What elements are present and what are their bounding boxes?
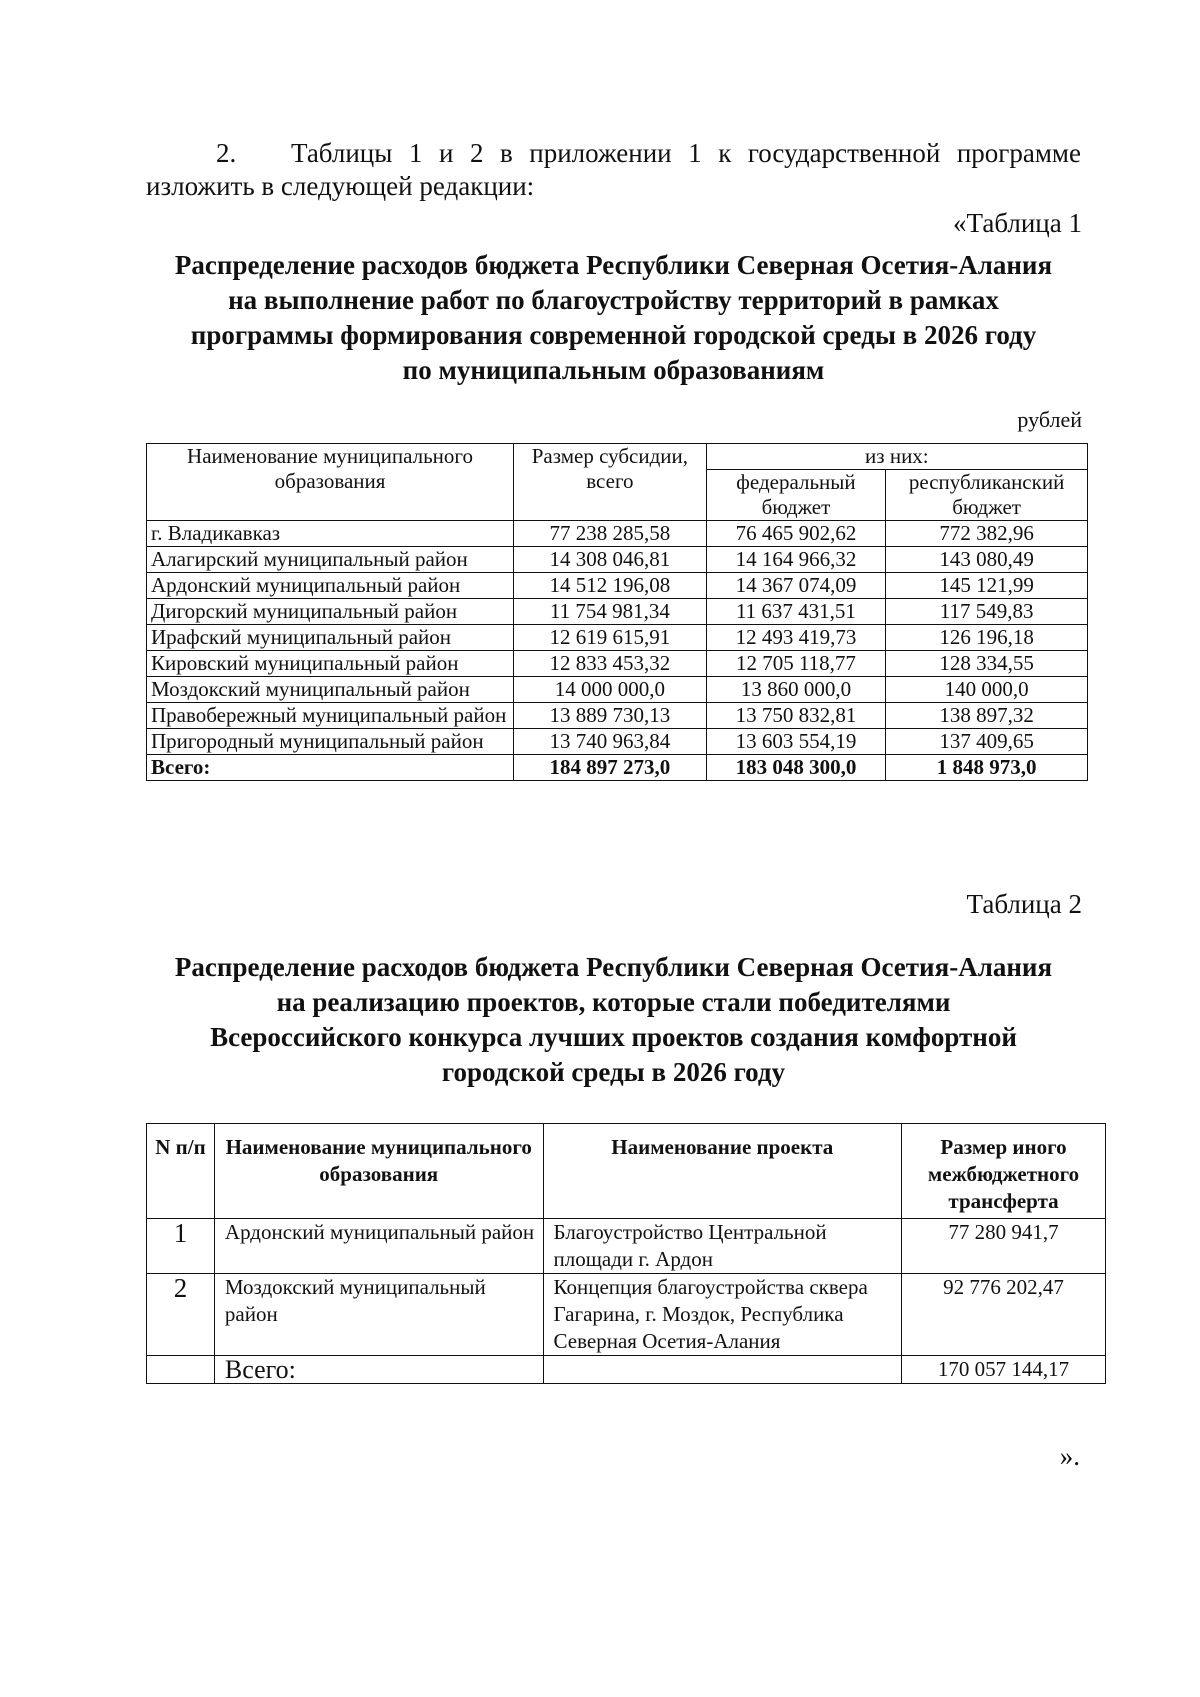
row-name: Пригородный муниципальный район (147, 729, 514, 755)
table-row (147, 625, 1088, 651)
closing-quote: ». (1059, 1441, 1080, 1471)
row-number: 1 (147, 1219, 215, 1274)
table1-header-of-which: из них: (706, 444, 1087, 470)
table1-heading-line: по муниципальным образованиям (402, 355, 825, 385)
table1-header-republic: республиканский бюджет (886, 470, 1088, 521)
total-empty-cell (147, 1356, 215, 1384)
row-name: г. Владикавказ (147, 521, 514, 547)
table1-units: рублей (1017, 407, 1082, 432)
intro-text: Таблицы 1 и 2 в приложении 1 к государственной программе изложить в следующей редакции: (146, 138, 1081, 201)
row-republic: 117 549,83 (886, 599, 1088, 625)
total-label: Всего: (147, 755, 514, 781)
intro-paragraph (146, 137, 1081, 203)
table-row (147, 599, 1088, 625)
row-republic: 138 897,32 (886, 703, 1088, 729)
row-federal: 11 637 431,51 (706, 599, 885, 625)
row-name: Правобережный муниципальный район (147, 703, 514, 729)
table1-header-name: Наименование муниципального образования (147, 444, 514, 521)
row-federal: 76 465 902,62 (706, 521, 885, 547)
table2-heading-line: городской среды в 2026 году (441, 1057, 786, 1087)
table2-heading-line: Распределение расходов бюджета Республики Северная Осетия-Алания (174, 952, 1053, 982)
table-row (147, 677, 1088, 703)
row-transfer: 92 776 202,47 (902, 1274, 1106, 1356)
row-subsidy: 14 000 000,0 (514, 677, 707, 703)
row-republic: 145 121,99 (886, 573, 1088, 599)
table2 (146, 1123, 1106, 1384)
row-republic: 126 196,18 (886, 625, 1088, 651)
row-subsidy: 13 740 963,84 (514, 729, 707, 755)
row-project: Благоустройство Центральной площади г. Ардон (543, 1219, 902, 1274)
row-federal: 14 164 966,32 (706, 547, 885, 573)
table-row (147, 1219, 1106, 1274)
table2-heading (146, 950, 1081, 1090)
intro-number: 2. (216, 138, 237, 168)
row-republic: 772 382,96 (886, 521, 1088, 547)
total-subsidy: 184 897 273,0 (514, 755, 707, 781)
table-row (147, 651, 1088, 677)
table1-heading-line: программы формирования современной городской среды в 2026 году (190, 320, 1037, 350)
total-label: Всего: (214, 1356, 543, 1384)
table-row (147, 1274, 1106, 1356)
table2-label: Таблица 2 (966, 889, 1082, 919)
total-republic: 1 848 973,0 (886, 755, 1088, 781)
total-empty-cell (543, 1356, 902, 1384)
table-row (147, 547, 1088, 573)
row-subsidy: 11 754 981,34 (514, 599, 707, 625)
row-republic: 143 080,49 (886, 547, 1088, 573)
table1-heading-line: на выполнение работ по благоустройству территорий в рамках (228, 285, 999, 315)
table1-heading (146, 248, 1081, 388)
row-federal: 13 750 832,81 (706, 703, 885, 729)
row-municipality: Ардонский муниципальный район (214, 1219, 543, 1274)
table2-total-row (147, 1356, 1106, 1384)
row-number: 2 (147, 1274, 215, 1356)
row-name: Ирафский муниципальный район (147, 625, 514, 651)
row-name: Алагирский муниципальный район (147, 547, 514, 573)
row-subsidy: 14 512 196,08 (514, 573, 707, 599)
row-republic: 128 334,55 (886, 651, 1088, 677)
row-subsidy: 77 238 285,58 (514, 521, 707, 547)
table2-header-transfer: Размер иного межбюджетного трансферта (902, 1124, 1106, 1219)
row-project: Концепция благоустройства сквера Гагарина, г. Моздок, Республика Северная Осетия-Алания (543, 1274, 902, 1356)
row-federal: 12 705 118,77 (706, 651, 885, 677)
row-federal: 14 367 074,09 (706, 573, 885, 599)
row-federal: 13 603 554,19 (706, 729, 885, 755)
table1-header-subsidy: Размер субсидии, всего (514, 444, 707, 521)
table1 (146, 443, 1088, 781)
table-row (147, 729, 1088, 755)
row-republic: 140 000,0 (886, 677, 1088, 703)
row-subsidy: 13 889 730,13 (514, 703, 707, 729)
total-federal: 183 048 300,0 (706, 755, 885, 781)
total-transfer: 170 057 144,17 (902, 1356, 1106, 1384)
table2-heading-line: на реализацию проектов, которые стали победителями (276, 987, 951, 1017)
table2-heading-line: Всероссийского конкурса лучших проектов создания комфортной (210, 1022, 1017, 1052)
row-name: Ардонский муниципальный район (147, 573, 514, 599)
table2-header-project: Наименование проекта (543, 1124, 902, 1219)
table1-total-row (147, 755, 1088, 781)
row-name: Моздокский муниципальный район (147, 677, 514, 703)
table-row (147, 521, 1088, 547)
table2-header-municipality: Наименование муниципального образования (214, 1124, 543, 1219)
row-subsidy: 12 619 615,91 (514, 625, 707, 651)
row-federal: 13 860 000,0 (706, 677, 885, 703)
table1-heading-line: Распределение расходов бюджета Республики Северная Осетия-Алания (174, 250, 1053, 280)
table-row (147, 573, 1088, 599)
table1-header-federal: федеральный бюджет (706, 470, 885, 521)
row-transfer: 77 280 941,7 (902, 1219, 1106, 1274)
row-subsidy: 12 833 453,32 (514, 651, 707, 677)
table2-header-num: N п/п (147, 1124, 215, 1219)
row-municipality: Моздокский муниципальный район (214, 1274, 543, 1356)
table-row (147, 703, 1088, 729)
table1-label: «Таблица 1 (953, 208, 1082, 238)
row-name: Кировский муниципальный район (147, 651, 514, 677)
row-federal: 12 493 419,73 (706, 625, 885, 651)
row-name: Дигорский муниципальный район (147, 599, 514, 625)
row-subsidy: 14 308 046,81 (514, 547, 707, 573)
row-republic: 137 409,65 (886, 729, 1088, 755)
